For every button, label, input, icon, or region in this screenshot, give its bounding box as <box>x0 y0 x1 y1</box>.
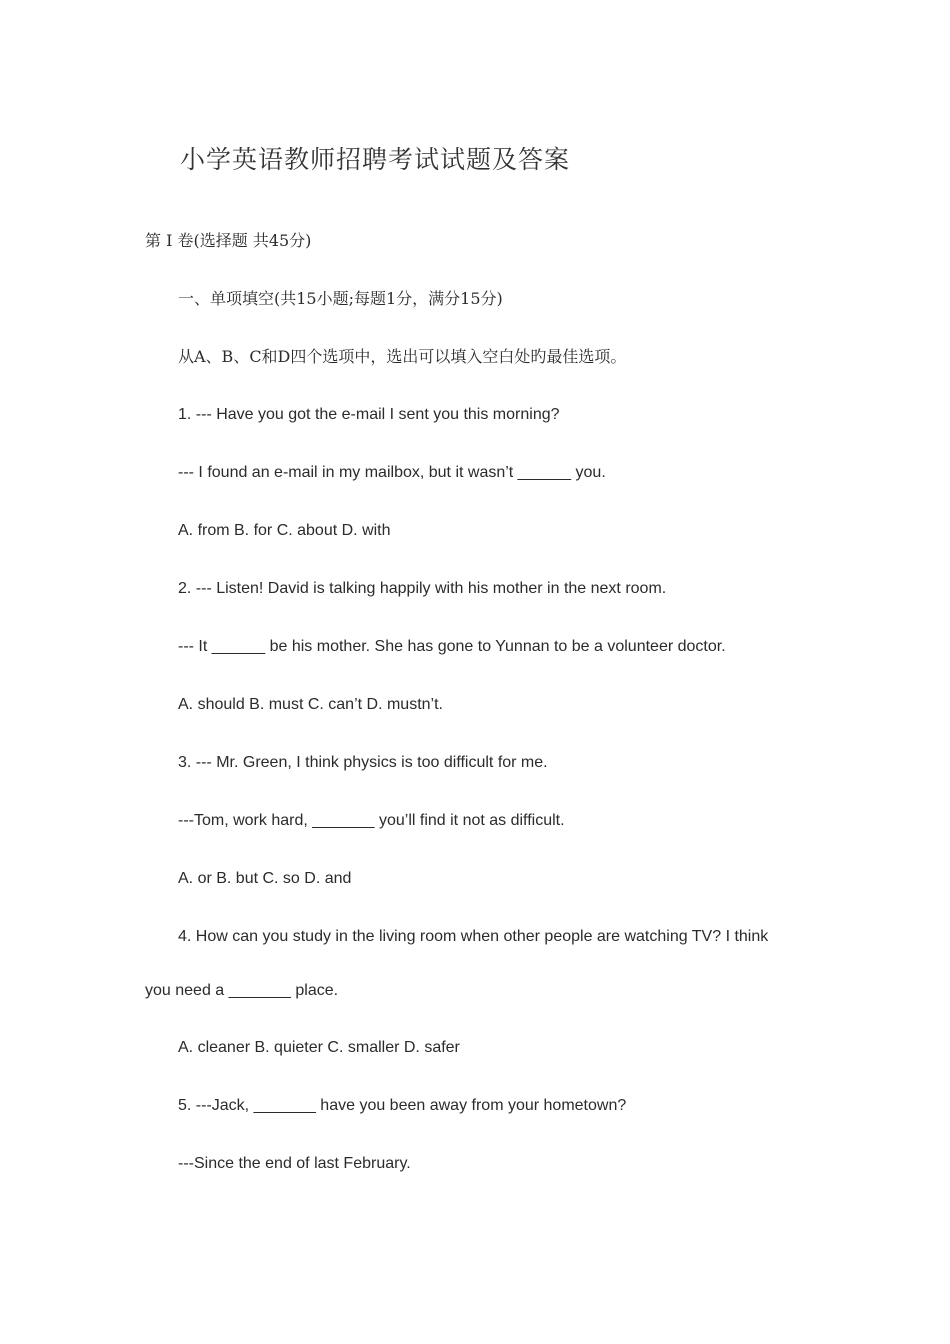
section-heading: 第 Ⅰ 卷(选择题 共45分) <box>145 231 312 250</box>
question-2-options: A. should B. must C. can’t D. mustn’t. <box>178 696 443 713</box>
document-title: 小学英语教师招聘考试试题及答案 <box>180 145 571 174</box>
question-3-reply: ---Tom, work hard, _______ you’ll find it not as difficult. <box>178 812 565 829</box>
question-2-prompt: 2. --- Listen! David is talking happily with his mother in the next room. <box>178 580 667 597</box>
question-4-prompt-line-2: you need a _______ place. <box>145 982 339 999</box>
question-1-prompt: 1. --- Have you got the e-mail I sent you this morning? <box>178 406 560 423</box>
question-1-options: A. from B. for C. about D. with <box>178 522 391 539</box>
question-4-options: A. cleaner B. quieter C. smaller D. safer <box>178 1039 460 1056</box>
instruction-text: 从A、B、C和D四个选项中，选出可以填入空白处旳最佳选项。 <box>178 347 627 366</box>
question-5-reply: ---Since the end of last February. <box>178 1155 411 1172</box>
question-5-prompt: 5. ---Jack, _______ have you been away from your hometown? <box>178 1097 627 1114</box>
question-2-reply: --- It ______ be his mother. She has gone to Yunnan to be a volunteer doctor. <box>178 638 726 655</box>
question-3-options: A. or B. but C. so D. and <box>178 870 352 887</box>
question-3-prompt: 3. --- Mr. Green, I think physics is too difficult for me. <box>178 754 548 771</box>
question-1-reply: --- I found an e-mail in my mailbox, but it wasn’t ______ you. <box>178 464 606 481</box>
part-heading: 一、单项填空(共15小题;每题1分，满分15分) <box>178 289 503 308</box>
question-4-prompt-line-1: 4. How can you study in the living room when other people are watching TV? I think <box>178 928 769 945</box>
